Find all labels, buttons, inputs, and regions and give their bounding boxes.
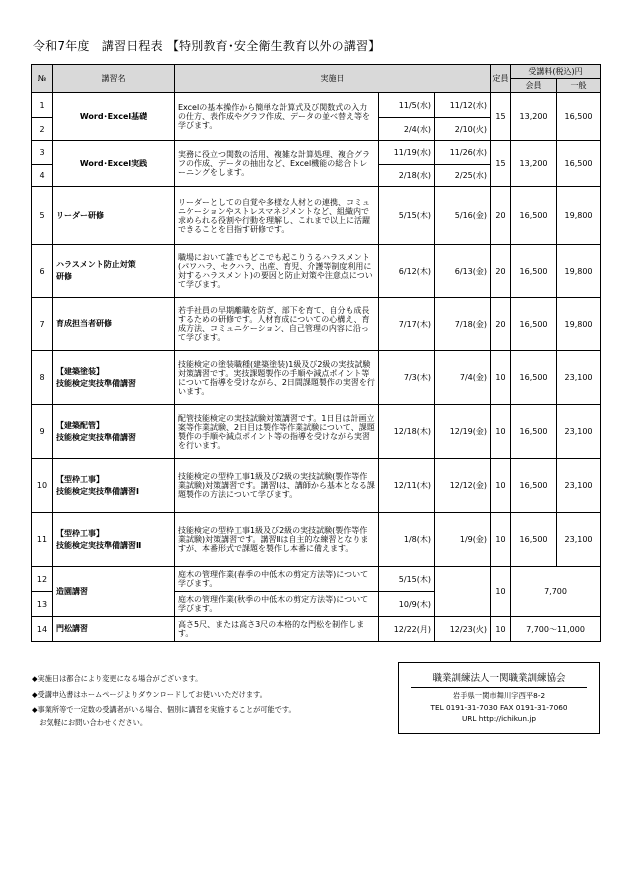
session-date: 6/12(木) (379, 245, 435, 298)
course-name: Word･Excel基礎 (53, 93, 175, 141)
course-name-line: 技能検定実技準備講習 (56, 432, 136, 442)
table-row (32, 141, 601, 165)
table-row (32, 93, 601, 118)
course-name-line: 技能検定実技準備講習Ⅰ (56, 486, 139, 496)
course-no: 10 (32, 459, 53, 513)
fee-member: 16,500 (511, 187, 557, 245)
fee-member: 16,500 (511, 298, 557, 351)
fee-general: 23,100 (557, 351, 601, 405)
table-row (32, 298, 601, 351)
fee-merged: 7,700 (511, 567, 601, 617)
note-line: ◆事業所等で一定数の受講者がいる場合、個別に講習を実施することが可能です。 (32, 705, 296, 714)
session-date: 6/13(金) (435, 245, 491, 298)
course-name-line: ハラスメント防止対策 (56, 260, 136, 269)
course-name: 門松講習 (53, 617, 175, 642)
session-date: 1/9(金) (435, 513, 491, 567)
session-date: 7/17(木) (379, 298, 435, 351)
course-no: 12 (32, 567, 53, 592)
note-line: ◆実施日は都合により変更になる場合がございます。 (32, 674, 203, 683)
session-date: 11/19(水) (379, 141, 435, 165)
course-capacity: 20 (491, 245, 511, 298)
course-desc: 技能検定の型枠工事1級及び2級の実技試験(製作等作業試験)対策講習です。講習Ⅰは、講師から基本となる課題製作の方法について学びます。 (175, 459, 379, 513)
course-desc: 配管技能検定の実技試験対策講習です。1日目は計画立案等作業試験、2日目は製作等作業試験について、課題製作の手順や減点ポイント等の指導を受けながら実習を行います。 (175, 405, 379, 459)
course-capacity: 20 (491, 187, 511, 245)
fee-general: 19,800 (557, 187, 601, 245)
course-desc: リーダーとしての自覚や多様な人材との連携、コミュニケーションやストレスマネジメントなど、組織内で求められる役割や行動を理解し、これまで以上に活躍できることを目指す研修です。 (175, 187, 379, 245)
org-address: 岩手県一関市舞川字西平8-2 (452, 691, 546, 700)
fee-member: 16,500 (511, 513, 557, 567)
org-divider (411, 687, 587, 688)
fee-member: 16,500 (511, 405, 557, 459)
fee-general: 16,500 (557, 141, 601, 187)
course-name (53, 351, 175, 405)
org-name: 職業訓練法人一関職業訓練協会 (432, 673, 566, 684)
course-no: 11 (32, 513, 53, 567)
session-date-empty (435, 567, 491, 617)
header-name: 講習名 (53, 65, 175, 93)
table-row (32, 459, 601, 513)
session-date: 5/15(木) (379, 567, 435, 592)
table-row (32, 567, 601, 592)
session-date: 7/18(金) (435, 298, 491, 351)
course-name-line: 【建築塗装】 (56, 366, 104, 376)
session-date: 12/19(金) (435, 405, 491, 459)
fee-general: 23,100 (557, 459, 601, 513)
course-name: 造園講習 (53, 567, 175, 617)
table-row (32, 245, 601, 298)
session-date: 1/8(木) (379, 513, 435, 567)
session-date: 12/12(金) (435, 459, 491, 513)
session-date: 12/18(木) (379, 405, 435, 459)
course-desc: 庭木の管理作業(秋季の中低木の剪定方法等)について学びます。 (175, 592, 379, 617)
course-capacity: 15 (491, 93, 511, 141)
course-desc: 技能検定の型枠工事1級及び2級の実技試験(製作等作業試験)対策講習です。講習Ⅱは自主的な練習となりますが、本番形式で課題を製作し本番に備えます。 (175, 513, 379, 567)
course-no: 2 (32, 118, 53, 141)
session-date: 5/16(金) (435, 187, 491, 245)
course-no: 6 (32, 245, 53, 298)
course-desc: 庭木の管理作業(春季の中低木の剪定方法等)について学びます。 (175, 567, 379, 592)
table-row (32, 617, 601, 642)
fee-member: 13,200 (511, 141, 557, 187)
session-date: 10/9(木) (379, 592, 435, 617)
course-desc: Excelの基本操作から簡単な計算式及び関数式の入力の仕方、表作成やグラフ作成、データの並べ替え等を学びます。 (175, 93, 379, 141)
header-fee: 受講料(税込)円 (511, 65, 601, 79)
table-row (32, 187, 601, 245)
fee-member: 16,500 (511, 351, 557, 405)
session-date: 12/23(火) (435, 617, 491, 642)
course-capacity: 10 (491, 351, 511, 405)
course-desc: 若手社員の早期離職を防ぎ、部下を育て、自分も成長するための研修です。人材育成についての心構え、育成方法、コミュニケーション、自己管理の内容に沿って学びます。 (175, 298, 379, 351)
org-url[interactable]: URL http://ichikun.jp (461, 714, 537, 723)
course-capacity: 10 (491, 513, 511, 567)
session-date: 11/12(水) (435, 93, 491, 118)
course-capacity: 10 (491, 405, 511, 459)
fee-member: 16,500 (511, 459, 557, 513)
fee-general: 19,800 (557, 298, 601, 351)
org-phone: TEL 0191-31-7030 FAX 0191-31-7060 (430, 702, 568, 712)
session-date: 11/5(水) (379, 93, 435, 118)
course-no: 13 (32, 592, 53, 617)
course-desc: 高さ5尺、または高さ3尺の本格的な門松を制作します。 (175, 617, 379, 642)
course-capacity: 10 (491, 567, 511, 617)
session-date: 2/4(水) (379, 118, 435, 141)
course-name (53, 405, 175, 459)
course-capacity: 10 (491, 617, 511, 642)
fee-member: 16,500 (511, 245, 557, 298)
fee-general: 23,100 (557, 513, 601, 567)
notes (32, 671, 296, 730)
session-date: 2/18(水) (379, 165, 435, 187)
session-date: 11/26(水) (435, 141, 491, 165)
course-name-line: 【建築配管】 (56, 420, 104, 430)
schedule-table (31, 64, 601, 642)
course-no: 3 (32, 141, 53, 165)
course-no: 9 (32, 405, 53, 459)
course-no: 7 (32, 298, 53, 351)
session-date: 2/10(火) (435, 118, 491, 141)
header-dates: 実施日 (175, 65, 491, 93)
table-row (32, 405, 601, 459)
course-name: 育成担当者研修 (53, 298, 175, 351)
session-date: 12/11(木) (379, 459, 435, 513)
course-name (53, 459, 175, 513)
session-date: 2/25(水) (435, 165, 491, 187)
fee-general: 23,100 (557, 405, 601, 459)
note-line: お気軽にお問い合わせください。 (32, 717, 148, 727)
course-name: リーダー研修 (53, 187, 175, 245)
course-name-line: 技能検定実技準備講習Ⅱ (56, 540, 142, 550)
course-no: 5 (32, 187, 53, 245)
note-line: ◆受講申込書はホームページよりダウンロードしてお使いいただけます。 (32, 689, 267, 699)
session-date: 7/3(木) (379, 351, 435, 405)
course-desc: 実務に役立つ関数の活用、複雑な計算処理、複合グラフの作成、データの抽出など、Excel機能の総合トレーニングをします。 (175, 141, 379, 187)
course-name: Word･Excel実践 (53, 141, 175, 187)
organization-box (398, 662, 600, 734)
course-capacity: 10 (491, 459, 511, 513)
course-desc: 技能検定の塗装職種(建築塗装)1級及び2級の実技試験対策講習です。実技課題製作の手順や減点ポイント等について指導を受けながら、2日間課題製作の実習を行います。 (175, 351, 379, 405)
table-row (32, 351, 601, 405)
course-name (53, 513, 175, 567)
header-row (32, 65, 601, 79)
header-no: № (32, 65, 53, 93)
course-no: 4 (32, 165, 53, 187)
course-name-line: 研修 (56, 272, 72, 281)
header-capacity: 定員 (491, 65, 511, 93)
header-member: 会員 (511, 79, 557, 93)
course-name-line: 【型枠工事】 (56, 474, 104, 484)
course-name-line: 技能検定実技準備講習 (56, 378, 136, 388)
fee-general: 19,800 (557, 245, 601, 298)
header-general: 一般 (557, 79, 601, 93)
course-no: 8 (32, 351, 53, 405)
course-name-line: 【型枠工事】 (56, 528, 104, 538)
course-name (53, 245, 175, 298)
session-date: 5/15(木) (379, 187, 435, 245)
course-no: 14 (32, 617, 53, 642)
table-row (32, 513, 601, 567)
fee-member: 13,200 (511, 93, 557, 141)
course-no: 1 (32, 93, 53, 118)
session-date: 12/22(月) (379, 617, 435, 642)
course-desc: 職場において誰でもどこでも起こりうるハラスメント(パワハラ、セクハラ、出産、育児、介護等制度利用に対するハラスメント)の要因と防止対策や注意点について学びます。 (175, 245, 379, 298)
course-capacity: 20 (491, 298, 511, 351)
session-date: 7/4(金) (435, 351, 491, 405)
course-capacity: 15 (491, 141, 511, 187)
page-title: 令和7年度 講習日程表 【特別教育･安全衛生教育以外の講習】 (33, 39, 381, 53)
fee-merged: 7,700～11,000 (511, 617, 601, 642)
fee-general: 16,500 (557, 93, 601, 141)
